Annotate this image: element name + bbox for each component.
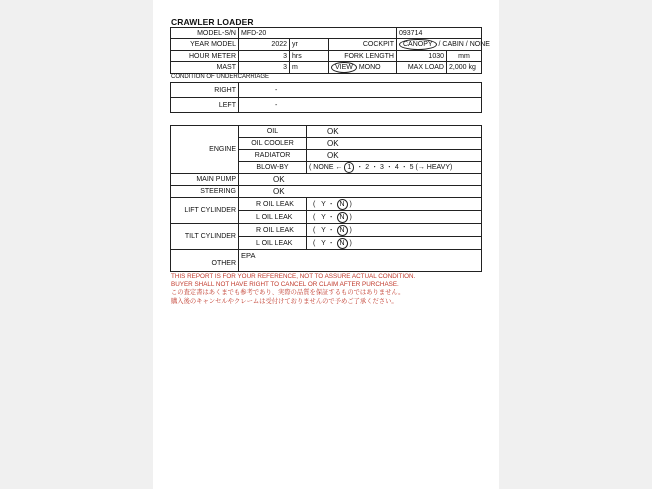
option-y: Y — [321, 213, 326, 221]
blowby-4: 4 — [394, 164, 399, 171]
steering-label: STEERING — [171, 186, 239, 198]
year-label: YEAR MODEL — [171, 39, 239, 51]
main-pump-label: MAIN PUMP — [171, 174, 239, 186]
engine-cooler-label: OIL COOLER — [239, 138, 307, 150]
hour-unit: hrs — [290, 51, 329, 62]
lift-r-options — [307, 198, 482, 211]
year-unit: yr — [290, 39, 329, 51]
cockpit-sep-1: / — [438, 41, 441, 48]
blowby-dot: ・ — [385, 164, 393, 171]
lift-l-label: L — [256, 213, 260, 221]
mast-mono: MONO — [358, 64, 381, 71]
paren-open: ( — [313, 226, 316, 234]
engine-oil-label: OIL — [239, 126, 307, 138]
disclaimer-line-1: THIS REPORT IS FOR YOUR REFERENCE, NOT TO ASSURE ACTUAL CONDITION. — [171, 273, 416, 280]
option-y: Y — [321, 200, 326, 208]
option-n-selected: N — [337, 212, 348, 223]
fork-value: 1030 — [397, 51, 447, 62]
paren-close: ) — [349, 239, 352, 247]
option-dot: ・ — [327, 213, 335, 221]
cockpit-options — [397, 39, 490, 51]
report-title: CRAWLER LOADER — [171, 17, 254, 27]
mast-unit: m — [290, 62, 329, 74]
paren-open: ( — [313, 239, 316, 247]
cockpit-label: COCKPIT — [329, 39, 397, 51]
disclaimer-line-4: 購入後のキャンセルやクレームは受付けておりませんので予めご了承ください。 — [171, 297, 398, 305]
option-dot: ・ — [327, 239, 335, 247]
blowby-none: ( NONE ← — [309, 164, 343, 171]
other-label: OTHER — [171, 250, 239, 272]
maxload-label: MAX LOAD — [397, 62, 447, 74]
cockpit-canopy-selected: CANOPY — [399, 39, 437, 50]
lift-cylinder-label: LIFT CYLINDER — [171, 198, 239, 224]
option-n-selected: N — [337, 225, 348, 236]
lift-l-label-cell — [239, 211, 307, 224]
maxload-cell — [447, 62, 482, 74]
hour-label: HOUR METER — [171, 51, 239, 62]
other-value: EPA — [239, 250, 482, 272]
maxload-unit: kg — [468, 64, 476, 71]
undercarriage-title: CONDITION OF UNDERCARRIAGE — [171, 74, 270, 80]
lift-r-label-cell — [239, 198, 307, 211]
tilt-r-label: R — [256, 226, 262, 234]
option-n-selected: N — [337, 238, 348, 249]
mast-label: MAST — [171, 62, 239, 74]
blowby-dot: ・ — [356, 164, 364, 171]
fork-unit: mm — [447, 51, 482, 62]
lift-r-label: R — [256, 200, 262, 208]
lift-l-options — [307, 211, 482, 224]
tilt-cylinder-label: TILT CYLINDER — [171, 224, 239, 250]
disclaimer-line-3: この査定書はあくまでも参考であり、実際の品質を保証するものではありません。 — [171, 289, 405, 297]
fork-label: FORK LENGTH — [329, 51, 397, 62]
engine-label: ENGINE — [171, 126, 239, 174]
paren-open: ( — [313, 200, 316, 208]
maxload-value: 2,000 — [449, 64, 467, 71]
lift-l-leak-label: OIL LEAK — [261, 213, 293, 221]
engine-cooler-value: OK — [307, 138, 482, 150]
option-y: Y — [321, 226, 326, 234]
cockpit-sep-2: / — [465, 41, 468, 48]
main-pump-value: OK — [239, 174, 482, 186]
cockpit-cabin: CABIN — [442, 41, 464, 48]
option-dot: ・ — [327, 226, 335, 234]
undercarriage-table — [170, 82, 482, 113]
tilt-l-options — [307, 237, 482, 250]
option-y: Y — [321, 239, 326, 247]
steering-value: OK — [239, 186, 482, 198]
lift-r-leak-label: OIL LEAK — [263, 200, 294, 208]
blowby-dot: ・ — [371, 164, 379, 171]
blowby-3: 3 — [380, 164, 384, 171]
disclaimer-line-2: BUYER SHALL NOT HAVE RIGHT TO CANCEL OR CLAIM AFTER PURCHASE. — [171, 281, 399, 289]
mast-options — [329, 62, 397, 74]
cockpit-none: NONE — [469, 41, 490, 48]
blowby-1-selected: 1 — [344, 162, 354, 173]
blowby-2: 2 — [365, 164, 370, 171]
undercarriage-left-label: LEFT — [171, 98, 239, 113]
disclaimer — [171, 273, 415, 306]
tilt-l-label: L — [256, 239, 260, 247]
tilt-r-label-cell — [239, 224, 307, 237]
blowby-dot: ・ — [400, 164, 408, 171]
paren-close: ) — [349, 213, 352, 221]
hour-value: 3 — [239, 51, 290, 62]
blowby-heavy: (→ HEAVY) — [415, 164, 453, 171]
tilt-l-label-cell — [239, 237, 307, 250]
option-n-selected: N — [337, 199, 348, 210]
mast-view-selected: VIEW — [331, 62, 357, 73]
paren-open: ( — [313, 213, 316, 221]
paren-close: ) — [349, 226, 352, 234]
serial-value: 093714 — [397, 28, 482, 39]
model-label: MODEL-S/N — [171, 28, 239, 39]
option-dot: ・ — [327, 200, 335, 208]
undercarriage-right-label: RIGHT — [171, 83, 239, 98]
inspection-table — [170, 125, 482, 272]
tilt-r-leak-label: OIL LEAK — [263, 226, 294, 234]
model-value: MFD-20 — [239, 28, 397, 39]
engine-blowby-label: BLOW-BY — [239, 162, 307, 174]
tilt-r-options — [307, 224, 482, 237]
engine-radiator-value: OK — [307, 150, 482, 162]
blowby-scale — [307, 162, 482, 174]
engine-radiator-label: RADIATOR — [239, 150, 307, 162]
year-value: 2022 — [239, 39, 290, 51]
undercarriage-right-value: - — [239, 83, 482, 98]
machine-info-table — [170, 27, 490, 74]
undercarriage-left-value: - — [239, 98, 482, 113]
tilt-l-leak-label: OIL LEAK — [261, 239, 293, 247]
engine-oil-value: OK — [307, 126, 482, 138]
blowby-5: 5 — [409, 164, 414, 171]
paren-close: ) — [349, 200, 352, 208]
mast-value: 3 — [239, 62, 290, 74]
